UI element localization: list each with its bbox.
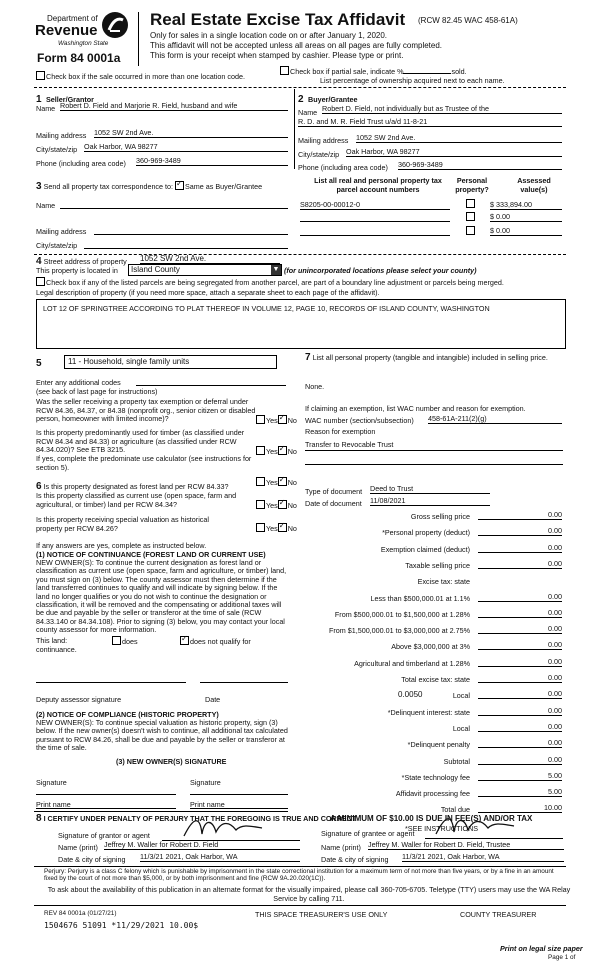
owner-print-label-2: Print name xyxy=(190,800,225,809)
deputy-date-label: Date xyxy=(205,695,221,704)
partial-sale-checkbox[interactable]: Check box if partial sale, indicate % sold. xyxy=(280,66,467,76)
tax-line-label: Excise tax: state xyxy=(417,577,470,587)
seller-heading: Seller/Grantor xyxy=(46,95,94,104)
treasurer-use-label: THIS SPACE TREASURER'S USE ONLY xyxy=(255,910,388,919)
new-owner-signature-title: (3) NEW OWNER(S) SIGNATURE xyxy=(116,757,227,766)
assessed-field-3[interactable]: $ 0.00 xyxy=(490,226,562,236)
buyer-name-field-2[interactable]: R. D. and M. R. Field Trust u/a/d 11-8-21 xyxy=(298,117,562,127)
tax-line-value[interactable]: 0.00 xyxy=(478,640,562,650)
owner-print-line-1[interactable] xyxy=(36,808,176,809)
tax-line-label: *Delinquent penalty xyxy=(407,740,470,750)
treasurer-stamp: 1504676 51091 *11/29/2021 10.00$ xyxy=(44,921,199,930)
seller-mail-field[interactable]: 1052 SW 2nd Ave. xyxy=(94,128,288,138)
doc-date-field[interactable]: 11/08/2021 xyxy=(370,496,490,506)
tax-line-value[interactable]: 0.00 xyxy=(478,722,562,732)
see-instructions: *SEE INSTRUCTIONS xyxy=(405,824,479,833)
section6-intro: If any answers are yes, complete as instructed below. xyxy=(36,541,207,550)
dept-label: Department of xyxy=(47,14,98,23)
tax-line-value[interactable]: 0.00 xyxy=(478,543,562,553)
local-rate: 0.0050 xyxy=(398,690,423,700)
wac-field[interactable]: 458-61A-211(2)(g) xyxy=(428,414,562,424)
tax-line-label: Total due xyxy=(440,805,470,815)
personal-checkbox-3[interactable] xyxy=(466,226,475,235)
codes-sub: (see back of last page for instructions) xyxy=(36,387,158,396)
owner-signature-label-1: Signature xyxy=(36,778,67,787)
tax-line-value[interactable]: 5.00 xyxy=(478,771,562,781)
county-treasurer-label: COUNTY TREASURER xyxy=(460,910,537,919)
tax-line-label: *Personal property (deduct) xyxy=(382,528,470,538)
continuance-label: continuance. xyxy=(36,645,77,654)
historic-yes-no[interactable]: Yes✓ No xyxy=(256,523,297,533)
grantor-date-label: Date & city of signing xyxy=(58,855,126,864)
certify-statement: 8 I CERTIFY UNDER PENALTY OF PERJURY THAT THE FOREGOING IS TRUE AND CORRECT xyxy=(36,813,357,824)
assessed-field-1[interactable]: $ 333,894.00 xyxy=(490,200,562,210)
same-as-buyer-checkbox[interactable] xyxy=(175,181,184,190)
additional-codes-field[interactable] xyxy=(136,385,286,386)
tax-line-label: *State technology fee xyxy=(401,772,470,782)
parcel-header: List all real and personal property tax parcel account numbers xyxy=(314,176,442,194)
header-line-1: Only for sales in a single location code on or after January 1, 2020. xyxy=(150,31,388,40)
wac-label: WAC number (section/subsection) xyxy=(305,416,414,425)
revision-label: REV 84 0001a (01/27/21) xyxy=(44,910,117,917)
legal-size-note: Print on legal size paper xyxy=(500,944,583,953)
tax-line-label: Gross selling price xyxy=(410,512,470,521)
historic-question: Is this property receiving special valuation as historical property per RCW 84.26? xyxy=(36,515,209,533)
compliance-title: (2) NOTICE OF COMPLIANCE (HISTORIC PROPERTY) xyxy=(36,710,219,719)
tax-line-label: Subtotal xyxy=(443,756,470,766)
this-land-label: This land: xyxy=(36,636,68,645)
seller-mail-label: Mailing address xyxy=(36,131,87,140)
page-indicator: Page 1 of xyxy=(548,954,576,961)
county-note: (for unincorporated locations please select your county) xyxy=(284,266,477,275)
parcel-field-2[interactable] xyxy=(300,221,450,222)
buyer-phone-label: Phone (including area code) xyxy=(298,163,388,172)
tax-line-value[interactable]: 0.00 xyxy=(478,673,562,683)
grantee-signature-label: Signature of grantee or agent xyxy=(321,829,415,838)
timber-note: If yes, complete the predominate use calculator (see instructions for section 5). xyxy=(36,454,252,472)
legal-description-text: LOT 12 OF SPRINGTREE ACCORDING TO PLAT THEREOF IN VOLUME 12, PAGE 10, RECORDS OF ISLAND COUNTY, WASHINGTON xyxy=(43,304,490,313)
owner-print-line-2[interactable] xyxy=(190,808,288,809)
does-qualify-checkbox[interactable]: does xyxy=(112,636,138,646)
current-use-yes-no[interactable]: Yes✓ No xyxy=(256,500,297,510)
corr-name-label: Name xyxy=(36,201,56,210)
tax-line-label: Total excise tax: state xyxy=(401,675,470,684)
owner-signature-line-1[interactable] xyxy=(36,794,176,795)
corr-mail-field[interactable] xyxy=(94,234,288,235)
owner-signature-label-2: Signature xyxy=(190,778,221,787)
alternate-format-notice: To ask about the availability of this publication in an alternate format for the visually impaired, please call 360-705-6705. Teletype (TTY) users may use the WA Relay Service by calling 711. xyxy=(47,885,571,903)
grantor-name-field[interactable]: Jeffrey M. Waller for Robert D. Field xyxy=(104,840,300,850)
legal-label: Legal description of property (if you need more space, attach a separate sheet to each page of the affidavit). xyxy=(36,288,380,297)
tax-line-label: Affidavit processing fee xyxy=(395,789,470,799)
buyer-city-field[interactable]: Oak Harbor, WA 98277 xyxy=(346,147,562,157)
seller-phone-field[interactable]: 360-969-3489 xyxy=(136,156,288,166)
does-not-qualify-checkbox[interactable]: ✓ does not qualify for xyxy=(180,636,251,646)
tax-line-value[interactable]: 0.00 xyxy=(478,689,562,699)
owner-print-label-1: Print name xyxy=(36,800,71,809)
parcel-field-3[interactable] xyxy=(300,235,450,236)
tax-line-value[interactable]: 0.00 xyxy=(478,510,562,520)
tax-line-label: Taxable selling price xyxy=(405,560,470,570)
grantee-signature-icon xyxy=(430,812,520,842)
personal-checkbox-2[interactable] xyxy=(466,212,475,221)
street-field[interactable]: 1052 SW 2nd Ave. xyxy=(140,254,280,264)
form-title: Real Estate Excise Tax Affidavit xyxy=(150,10,406,29)
doc-date-label: Date of document xyxy=(305,499,362,508)
rcw-reference: (RCW 82.45 WAC 458-61A) xyxy=(418,16,518,25)
buyer-phone-field[interactable]: 360-969-3489 xyxy=(398,160,562,170)
personal-property-field[interactable]: None. xyxy=(305,382,325,391)
segregated-checkbox[interactable]: Check box if any of the listed parcels are being segregated from another parcel, are part of a boundary line adjustment or parcels being merged. xyxy=(36,277,504,287)
tax-line-value[interactable]: 0.00 xyxy=(478,559,562,569)
seller-city-field[interactable]: Oak Harbor, WA 98277 xyxy=(84,142,288,152)
deputy-label: Deputy assessor signature xyxy=(36,695,122,704)
tax-line-label: Less than $500,000.01 at 1.1% xyxy=(370,593,470,603)
tax-line-label: Agricultural and timberland at 1.28% xyxy=(354,658,470,668)
tax-line-value[interactable]: 0.00 xyxy=(478,624,562,634)
tax-line-value[interactable]: 0.00 xyxy=(478,738,562,748)
exemption-question: Was the seller receiving a property tax exemption or deferral under RCW 84.36, 84.37, or 84.38 (nonprofit org., senior citizen or disabled person, homeowner with limited income)? xyxy=(36,397,256,424)
personal-property-question: 7 List all personal property (tangible and intangible) included in selling price. xyxy=(305,352,548,363)
perjury-notice: Perjury: Perjury is a class C felony which is punishable by imprisonment in the state correctional institution for a maximum term of not more than five years, or by a fine in an amount fixed by the court of not more than $5,000, or by both imprisonment and fine (RCW 9A.20.020(1C)). xyxy=(44,868,554,883)
seller-name-label: Name xyxy=(36,104,56,113)
legal-description-field[interactable] xyxy=(36,299,566,349)
header-line-3: This form is your receipt when stamped by cashier. Please type or print. xyxy=(150,51,404,60)
parcel-field-1[interactable]: S8205-00-00012-0 xyxy=(300,200,450,210)
buyer-name-field-1[interactable]: Robert D. Field, not individually but as Trustee of the xyxy=(322,104,562,114)
grantee-date-field[interactable]: 11/3/21 2021, Oak Harbor, WA xyxy=(402,852,564,862)
buyer-mail-field[interactable]: 1052 SW 2nd Ave. xyxy=(356,133,562,143)
compliance-body: NEW OWNER(S): To continue special valuation as historic property, sign (3) below. If the new owner(s) doesn't wish to continue, all additional tax calculated pursuant to RCW 84.26, shall be due and payable by the seller or transferor at the time of sale. xyxy=(36,718,288,753)
tax-line-label: From $1,500,000.01 to $3,000,000 at 2.75% xyxy=(328,626,470,636)
land-use-code-field[interactable]: 11 - Household, single family units xyxy=(64,355,277,369)
grantor-date-field[interactable]: 11/3/21 2021, Oak Harbor, WA xyxy=(140,852,300,862)
street-label: 4 Street address of property xyxy=(36,256,127,267)
grantor-print-label: Name (print) xyxy=(58,843,98,852)
county-select[interactable]: Island County ▼ xyxy=(128,264,282,276)
buyer-name-label: Name xyxy=(298,108,318,117)
dept-state: Washington State xyxy=(58,40,109,47)
tax-line-value[interactable]: 0.00 xyxy=(478,755,562,765)
personal-checkbox-1[interactable] xyxy=(466,199,475,208)
grantee-date-label: Date & city of signing xyxy=(321,855,389,864)
tax-line-value[interactable]: 5.00 xyxy=(478,787,562,797)
deputy-date-line[interactable] xyxy=(200,682,288,683)
tax-line-label: Local xyxy=(452,691,470,701)
tax-line-label: Above $3,000,000 at 3% xyxy=(391,642,470,652)
timber-question: Is this property predominantly used for timber (as classified under RCW 84.34 and 84.33) or agriculture (as classified under RCW 84.34.020)? See ETB 3215. xyxy=(36,428,245,455)
dor-logo-icon xyxy=(100,10,130,40)
corr-name-field[interactable] xyxy=(60,208,288,209)
tax-line-label: Local xyxy=(452,723,470,733)
deputy-signature-line[interactable] xyxy=(36,682,186,683)
seller-city-label: City/state/zip xyxy=(36,145,78,154)
buyer-mail-label: Mailing address xyxy=(298,136,349,145)
tax-line-value[interactable]: 0.00 xyxy=(478,706,562,716)
multi-location-checkbox[interactable]: Check box if the sale occurred in more than one location code. xyxy=(36,71,245,81)
form-number: Form 84 0001a xyxy=(37,51,121,65)
assessed-header: Assessed value(s) xyxy=(517,176,551,194)
buyer-city-label: City/state/zip xyxy=(298,150,340,159)
grantee-name-field[interactable]: Jeffrey M. Waller for Robert D. Field, Trustee xyxy=(368,840,564,850)
forest-question: 6 Is this property designated as forest land per RCW 84.33? xyxy=(36,481,229,492)
reason-label: Reason for exemption xyxy=(305,427,376,436)
grantee-print-label: Name (print) xyxy=(321,843,361,852)
chevron-down-icon: ▼ xyxy=(272,266,280,273)
corr-city-field[interactable] xyxy=(84,248,288,249)
personal-header: Personal property? xyxy=(455,176,489,194)
doc-type-label: Type of document xyxy=(305,487,363,496)
correspondence-row: 3 Send all property tax correspondence to: ✓ Same as Buyer/Grantee xyxy=(36,181,262,192)
codes-label: Enter any additional codes xyxy=(36,378,121,387)
dept-name: Revenue xyxy=(35,22,98,39)
corr-mail-label: Mailing address xyxy=(36,227,87,236)
located-label: This property is located in xyxy=(36,266,118,275)
tax-line-value[interactable]: 0.00 xyxy=(478,608,562,618)
tax-line-label: *Delinquent interest: state xyxy=(387,707,470,717)
seller-phone-label: Phone (including area code) xyxy=(36,159,126,168)
tax-line-value[interactable]: 0.00 xyxy=(478,592,562,602)
timber-yes-no[interactable]: Yes✓ No xyxy=(256,446,297,456)
corr-city-label: City/state/zip xyxy=(36,241,78,250)
continuance-title: (1) NOTICE OF CONTINUANCE (FOREST LAND OR CURRENT USE) xyxy=(36,550,266,559)
assessed-field-2[interactable]: $ 0.00 xyxy=(490,212,562,222)
exemption-yes-no[interactable]: Yes✓ No xyxy=(256,415,297,425)
reason-field[interactable]: Transfer to Revocable Trust xyxy=(305,440,394,449)
owner-signature-line-2[interactable] xyxy=(190,794,288,795)
doc-type-field[interactable]: Deed to Trust xyxy=(370,484,490,494)
exemption-instruction: If claiming an exemption, list WAC number and reason for exemption. xyxy=(305,404,526,413)
buyer-heading: Buyer/Grantee xyxy=(308,95,358,104)
header-line-2: This affidavit will not be accepted unless all areas on all pages are fully completed. xyxy=(150,41,443,50)
ownership-note: List percentage of ownership acquired next to each name. xyxy=(320,76,505,85)
forest-yes-no[interactable]: Yes✓ No xyxy=(256,477,297,487)
grantor-signature-label: Signature of grantor or agent xyxy=(58,831,150,840)
tax-line-value[interactable]: 0.00 xyxy=(478,526,562,536)
section5-heading: 5 xyxy=(36,358,42,369)
tax-line-label: Exemption claimed (deduct) xyxy=(380,544,470,554)
current-use-question: Is this property classified as current use (open space, farm and agricultural, or timber) land per RCW 84.34? xyxy=(36,491,237,509)
tax-line-label: From $500,000.01 to $1,500,000 at 1.28% xyxy=(334,609,470,619)
continuance-body: NEW OWNER(S): To continue the current designation as forest land or classification as current use (open space, farm and agriculture, or timber) land, you must sign on (3) below. The county assessor must then determine if the land transferred continues to qualify and will indicate by signing below. If the land no longer qualifies or you do not wish to continue the designation or classification, it will be removed and the compensating or additional taxes will be due and payable by the seller or transferor at the time of sale (RCW 84.33.140 or 84.34.108). Prior to signing (3) below, you may contact your local county assessor for more information. xyxy=(36,558,287,635)
tax-line-value[interactable]: 10.00 xyxy=(478,803,562,813)
tax-line-value[interactable]: 0.00 xyxy=(478,657,562,667)
minimum-due-notice: A MINIMUM OF $10.00 IS DUE IN FEE(S) AND/OR TAX xyxy=(330,814,533,823)
seller-name-field[interactable]: Robert D. Field and Marjorie R. Field, husband and wife xyxy=(60,101,288,111)
